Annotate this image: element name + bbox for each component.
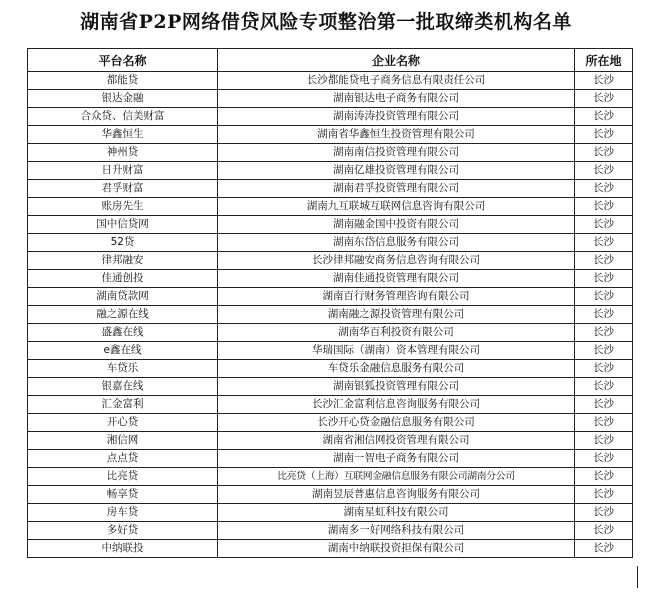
- location-cell: 长沙: [575, 324, 633, 342]
- platform-cell: 盛鑫在线: [28, 324, 218, 342]
- location-cell: 长沙: [575, 144, 633, 162]
- platform-cell: 房车贷: [28, 504, 218, 522]
- location-cell: 长沙: [575, 522, 633, 540]
- company-cell: 比亮贷（上海）互联网金融信息服务有限公司湖南分公司: [218, 468, 575, 486]
- table-row: [28, 144, 633, 162]
- table-row: [28, 432, 633, 450]
- location-cell: 长沙: [575, 126, 633, 144]
- company-cell: 湖南星虹科技有限公司: [218, 504, 575, 522]
- location-cell: 长沙: [575, 504, 633, 522]
- table-row: [28, 360, 633, 378]
- company-cell: 湖南多一好网络科技有限公司: [218, 522, 575, 540]
- table-row: [28, 342, 633, 360]
- company-cell: 长沙汇金富利信息咨询服务有限公司: [218, 396, 575, 414]
- platform-cell: 银嘉在线: [28, 378, 218, 396]
- platform-cell: 都能贷: [28, 72, 218, 90]
- platform-cell: 银达金融: [28, 90, 218, 108]
- company-cell: 湖南融之源投资管理有限公司: [218, 306, 575, 324]
- company-cell: 湖南涛涛投资管理有限公司: [218, 108, 575, 126]
- company-cell: 湖南昱辰普惠信息咨询服务有限公司: [218, 486, 575, 504]
- company-cell: 车贷乐金融信息服务有限公司: [218, 360, 575, 378]
- table-row: [28, 504, 633, 522]
- document-title: 湖南省P2P网络借贷风险专项整治第一批取缔类机构名单: [80, 11, 572, 33]
- table-row: [28, 90, 633, 108]
- table-row: [28, 126, 633, 144]
- company-cell: 湖南南信投资管理有限公司: [218, 144, 575, 162]
- platform-cell: 君孚财富: [28, 180, 218, 198]
- table-row: [28, 522, 633, 540]
- company-cell: 湖南佳通投资管理有限公司: [218, 270, 575, 288]
- table-row: [28, 306, 633, 324]
- table-row: [28, 486, 633, 504]
- platform-cell: 畅享贷: [28, 486, 218, 504]
- location-cell: 长沙: [575, 216, 633, 234]
- company-cell: 湖南银达电子商务有限公司: [218, 90, 575, 108]
- location-cell: 长沙: [575, 450, 633, 468]
- company-cell: 长沙开心贷金融信息服务有限公司: [218, 414, 575, 432]
- column-header-platform: 平台名称: [28, 49, 218, 72]
- company-cell: 湖南亿雄投资管理有限公司: [218, 162, 575, 180]
- table-row: [28, 450, 633, 468]
- company-cell: 湖南中纳联投资担保有限公司: [218, 540, 575, 558]
- platform-cell: 点点贷: [28, 450, 218, 468]
- company-cell: 湖南君孚投资管理有限公司: [218, 180, 575, 198]
- location-cell: 长沙: [575, 396, 633, 414]
- platform-cell: e鑫在线: [28, 342, 218, 360]
- company-cell: 湖南九互联城互联网信息咨询有限公司: [218, 198, 575, 216]
- table-row: [28, 270, 633, 288]
- location-cell: 长沙: [575, 252, 633, 270]
- company-cell: 湖南融金国中投资有限公司: [218, 216, 575, 234]
- platform-cell: 账房先生: [28, 198, 218, 216]
- platform-cell: 湖南贷款网: [28, 288, 218, 306]
- location-cell: 长沙: [575, 72, 633, 90]
- table-row: [28, 162, 633, 180]
- location-cell: 长沙: [575, 234, 633, 252]
- table-row: [28, 468, 633, 486]
- institution-table: [27, 48, 633, 558]
- platform-cell: 合众贷、信美财富: [28, 108, 218, 126]
- table-row: [28, 180, 633, 198]
- table-body: [28, 72, 633, 558]
- platform-cell: 多好贷: [28, 522, 218, 540]
- location-cell: 长沙: [575, 342, 633, 360]
- location-cell: 长沙: [575, 108, 633, 126]
- company-cell: 华瑞国际（湖南）资本管理有限公司: [218, 342, 575, 360]
- table-row: [28, 414, 633, 432]
- location-cell: 长沙: [575, 360, 633, 378]
- location-cell: 长沙: [575, 90, 633, 108]
- company-cell: 湖南百行财务管理咨询有限公司: [218, 288, 575, 306]
- platform-cell: 湘信网: [28, 432, 218, 450]
- company-cell: 湖南银狐投资管理有限公司: [218, 378, 575, 396]
- platform-cell: 佳通创投: [28, 270, 218, 288]
- table-row: [28, 540, 633, 558]
- platform-cell: 神州贷: [28, 144, 218, 162]
- platform-cell: 车贷乐: [28, 360, 218, 378]
- company-cell: 湖南东岱信息服务有限公司: [218, 234, 575, 252]
- location-cell: 长沙: [575, 270, 633, 288]
- table-row: [28, 378, 633, 396]
- table-row: [28, 198, 633, 216]
- company-cell: 长沙都能贷电子商务信息有限责任公司: [218, 72, 575, 90]
- company-cell: 湖南省华鑫恒生投资管理有限公司: [218, 126, 575, 144]
- table-row: [28, 72, 633, 90]
- platform-cell: 汇金富利: [28, 396, 218, 414]
- location-cell: 长沙: [575, 486, 633, 504]
- platform-cell: 日升财富: [28, 162, 218, 180]
- column-header-company: 企业名称: [218, 49, 575, 72]
- platform-cell: 52贷: [28, 234, 218, 252]
- location-cell: 长沙: [575, 306, 633, 324]
- location-cell: 长沙: [575, 288, 633, 306]
- text-cursor: [637, 566, 638, 588]
- table-row: [28, 108, 633, 126]
- location-cell: 长沙: [575, 468, 633, 486]
- company-cell: 湖南一智电子商务有限公司: [218, 450, 575, 468]
- location-cell: 长沙: [575, 162, 633, 180]
- platform-cell: 中纳联投: [28, 540, 218, 558]
- platform-cell: 国中信贷网: [28, 216, 218, 234]
- platform-cell: 华鑫恒生: [28, 126, 218, 144]
- column-header-location: 所在地: [575, 49, 633, 72]
- table-row: [28, 216, 633, 234]
- location-cell: 长沙: [575, 198, 633, 216]
- table-row: [28, 252, 633, 270]
- table-row: [28, 234, 633, 252]
- table-row: [28, 288, 633, 306]
- company-cell: 湖南省湘信网投资管理有限公司: [218, 432, 575, 450]
- location-cell: 长沙: [575, 432, 633, 450]
- location-cell: 长沙: [575, 414, 633, 432]
- company-cell: 湖南华百利投资有限公司: [218, 324, 575, 342]
- location-cell: 长沙: [575, 378, 633, 396]
- platform-cell: 律邦融安: [28, 252, 218, 270]
- location-cell: 长沙: [575, 540, 633, 558]
- platform-cell: 开心贷: [28, 414, 218, 432]
- table-row: [28, 324, 633, 342]
- company-cell: 长沙律邦融安商务信息咨询有限公司: [218, 252, 575, 270]
- location-cell: 长沙: [575, 180, 633, 198]
- platform-cell: 融之源在线: [28, 306, 218, 324]
- platform-cell: 比亮贷: [28, 468, 218, 486]
- table-row: [28, 396, 633, 414]
- table-header-row: [28, 49, 633, 72]
